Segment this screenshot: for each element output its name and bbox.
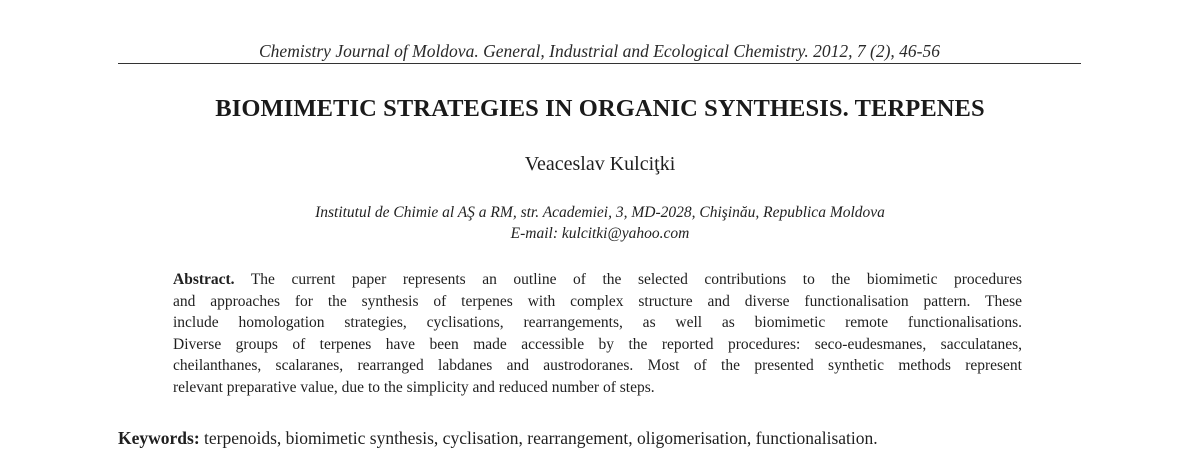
journal-citation: Chemistry Journal of Moldova. General, Industrial and Ecological Chemistry. 2012, 7 (2), 46-56 <box>259 41 940 61</box>
keywords-block <box>118 427 1118 449</box>
abstract-label: Abstract. <box>173 271 235 288</box>
abstract-line: Diverse groups of terpenes have been made accessible by the reported procedures: seco-eudesmanes, sacculatanes, <box>173 335 1022 353</box>
article-title: BIOMIMETIC STRATEGIES IN ORGANIC SYNTHESIS. TERPENES <box>215 95 985 122</box>
abstract-line: relevant preparative value, due to the simplicity and reduced number of steps. <box>173 378 655 396</box>
abstract-line: and approaches for the synthesis of terpenes with complex structure and diverse functionalisation pattern. These <box>173 292 1022 310</box>
keywords-label: Keywords: <box>118 428 200 448</box>
header-divider <box>118 63 1081 64</box>
abstract-line: cheilanthanes, scalaranes, rearranged labdanes and austrodoranes. Most of the presented synthetic methods represent <box>173 357 1022 374</box>
affiliation-address: Institutul de Chimie al AŞ a RM, str. Academiei, 3, MD-2028, Chişinău, Republica Moldova <box>315 204 885 221</box>
abstract-block <box>173 269 1022 398</box>
abstract-line: include homologation strategies, cyclisations, rearrangements, as well as biomimetic remote functionalisations. <box>173 314 1022 331</box>
author-name: Veaceslav Kulciţki <box>524 153 676 175</box>
abstract-line <box>173 269 1022 291</box>
keywords-text: terpenoids, biomimetic synthesis, cyclisation, rearrangement, oligomerisation, functionalisation. <box>199 428 878 448</box>
author-email: E-mail: kulcitki@yahoo.com <box>510 225 690 242</box>
abstract-text: The current paper represents an outline of the selected contributions to the biomimetic procedures <box>234 271 1022 288</box>
affiliation-block <box>0 202 1200 244</box>
